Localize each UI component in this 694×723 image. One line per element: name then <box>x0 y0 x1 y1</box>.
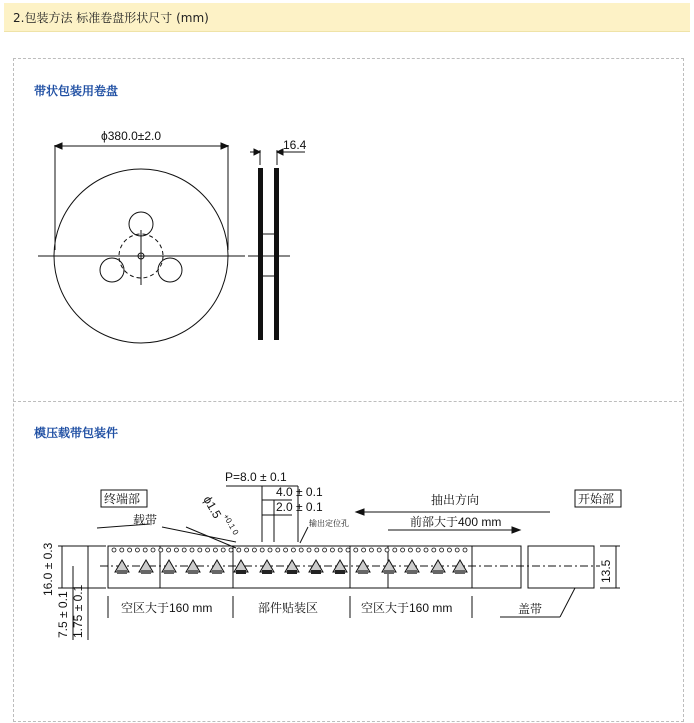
component-pocket <box>186 560 200 574</box>
feed-hole <box>221 548 225 552</box>
feed-hole <box>167 548 171 552</box>
hole-dia-tol: +0.1 0 <box>221 512 241 537</box>
reel-flange-right <box>274 168 279 340</box>
feed-hole <box>237 548 241 552</box>
feed-hole <box>276 548 280 552</box>
reel-diameter-label: ϕ380.0±2.0 <box>101 129 162 143</box>
feed-hole <box>198 548 202 552</box>
empty-leader-label: 空区大于160 mm <box>361 601 453 615</box>
component-pocket <box>234 560 248 574</box>
pitch-label: P=8.0 ± 0.1 <box>225 470 287 484</box>
feed-hole <box>440 548 444 552</box>
section-title: 2.包装方法 标准卷盘形状尺寸 (mm) <box>13 11 209 25</box>
feed-hole <box>128 548 132 552</box>
feed-hole <box>159 548 163 552</box>
feed-hole <box>190 548 194 552</box>
component-pocket <box>453 560 467 574</box>
feed-hole <box>432 548 436 552</box>
components <box>115 560 467 574</box>
feed-hole <box>213 548 217 552</box>
component-pocket <box>285 560 299 574</box>
feed-hole <box>346 548 350 552</box>
feed-hole <box>455 548 459 552</box>
feed-hole <box>268 548 272 552</box>
feed-hole <box>120 548 124 552</box>
feed-hole <box>245 548 249 552</box>
component-pocket <box>115 560 129 574</box>
height-label-1: 16.0 ± 0.3 <box>41 542 55 596</box>
end-label: 终端部 <box>104 492 141 506</box>
component-pocket <box>210 560 224 574</box>
reel-width-label: 16.4 <box>283 138 307 152</box>
feed-hole <box>447 548 451 552</box>
component-pocket <box>382 560 396 574</box>
feed-hole <box>252 548 256 552</box>
feed-hole <box>323 548 327 552</box>
feed-hole <box>307 548 311 552</box>
feed-hole <box>408 548 412 552</box>
feed-hole <box>362 548 366 552</box>
feed-holes <box>112 548 467 552</box>
component-pocket <box>309 560 323 574</box>
cover-tape-label: 盖带 <box>518 602 543 616</box>
feed-hole <box>229 548 233 552</box>
feed-hole <box>463 548 467 552</box>
feed-hole <box>151 548 155 552</box>
offset-label-1: 4.0 ± 0.1 <box>276 485 323 499</box>
feed-hole <box>206 548 210 552</box>
offset-label-2: 2.0 ± 0.1 <box>276 500 323 514</box>
height-label-3: 1.75 ± 0.1 <box>71 584 85 638</box>
component-pocket <box>260 560 274 574</box>
tape-heading: 模压载带包装件 <box>34 426 119 440</box>
feed-hole <box>354 548 358 552</box>
feed-hole <box>369 548 373 552</box>
leader-label: 前部大于400 mm <box>410 515 502 529</box>
feed-hole <box>416 548 420 552</box>
feed-hole <box>291 548 295 552</box>
component-pocket <box>356 560 370 574</box>
component-pocket <box>405 560 419 574</box>
feed-hole <box>260 548 264 552</box>
feed-hole <box>174 548 178 552</box>
feed-hole <box>393 548 397 552</box>
component-pocket <box>162 560 176 574</box>
hole-dia-label: ϕ1.5 <box>200 493 225 521</box>
component-pocket <box>139 560 153 574</box>
direction-label: 抽出方向 <box>431 493 480 507</box>
feed-hole-label: 输出定位孔 <box>309 519 349 528</box>
carrier-label: 载带 <box>133 513 158 527</box>
reel-hole-right <box>158 258 182 282</box>
feed-hole <box>299 548 303 552</box>
width-right-label: 13.5 <box>599 559 613 583</box>
feed-hole <box>401 548 405 552</box>
feed-hole <box>284 548 288 552</box>
feed-hole <box>315 548 319 552</box>
height-label-2: 7.5 ± 0.1 <box>56 591 70 638</box>
component-pocket <box>431 560 445 574</box>
feed-hole <box>424 548 428 552</box>
feed-hole <box>143 548 147 552</box>
empty-trailer-label: 空区大于160 mm <box>121 601 213 615</box>
tape-diagram <box>0 400 694 720</box>
reel-heading: 带状包装用卷盘 <box>34 84 119 98</box>
feed-hole <box>112 548 116 552</box>
feed-hole <box>338 548 342 552</box>
feed-hole <box>135 548 139 552</box>
reel-hole-left <box>100 258 124 282</box>
components-label: 部件贴装区 <box>258 601 319 615</box>
feed-hole <box>377 548 381 552</box>
feed-hole <box>330 548 334 552</box>
start-label: 开始部 <box>578 492 615 506</box>
feed-hole <box>182 548 186 552</box>
feed-hole <box>385 548 389 552</box>
reel-flange-left <box>258 168 263 340</box>
component-pocket <box>333 560 347 574</box>
